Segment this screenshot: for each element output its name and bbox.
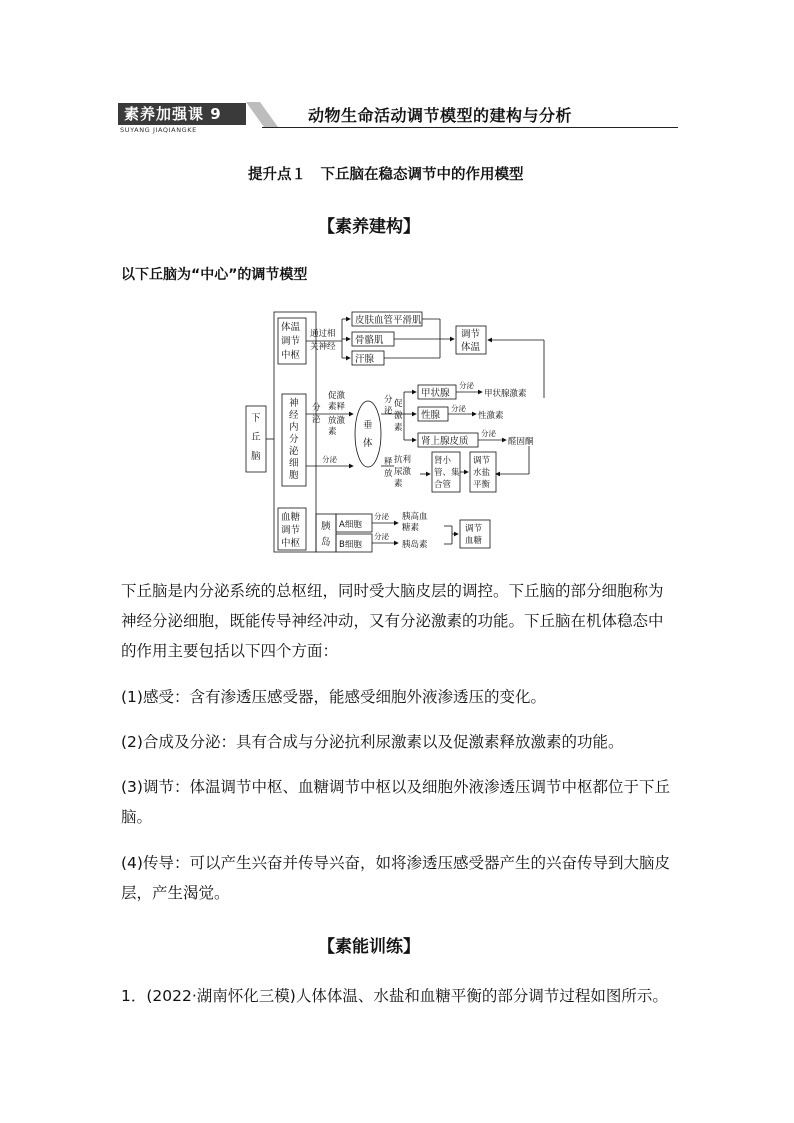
header-rule <box>262 127 678 128</box>
list-item-4: (4)传导：可以产生兴奋并传导兴奋，如将渗透压感受器产生的兴奋传导到大脑皮层，产生渴觉。 <box>121 854 670 902</box>
hypothalamus-model-diagram <box>244 306 564 558</box>
neuro-cells-5: 泌 <box>289 446 299 457</box>
secrete-water: 分泌 <box>322 455 337 464</box>
temp-center-1: 体温 <box>281 322 301 333</box>
regulate-water-3: 平衡 <box>473 480 491 490</box>
page-title: 动物生命活动调节模型的建构与分析 <box>308 106 573 125</box>
neuro-cells-3: 内 <box>289 422 299 433</box>
via-nerves-2: 关神经 <box>310 342 336 352</box>
releasing-hormone-4: 素 <box>328 427 337 437</box>
releasing-hormone-3: 放激 <box>328 416 346 426</box>
secrete-v2-1: 分 <box>384 395 393 405</box>
renal-tubule-2: 管、集 <box>434 468 460 478</box>
pancreas-1: 胰 <box>321 521 331 532</box>
adh-1: 抗利 <box>394 455 412 465</box>
skin-muscle-label: 皮肤血管平滑肌 <box>355 315 422 326</box>
glucagon-1: 胰高血 <box>402 512 428 522</box>
secrete-v-1: 分 <box>312 403 321 413</box>
tropic-hormone-2: 激 <box>394 411 403 421</box>
neuro-cells-4: 分 <box>289 434 299 445</box>
sex-hormone-label: 性激素 <box>478 411 504 421</box>
neuro-cells-1: 神 <box>289 398 299 409</box>
sugar-center-3: 中枢 <box>281 538 301 549</box>
list-item-3: (3)调节：体温调节中枢、血糖调节中枢以及细胞外液渗透压调节中枢都位于下丘脑。 <box>121 778 670 826</box>
list-item-1: (1)感受：含有渗透压感受器，能感受细胞外液渗透压的变化。 <box>121 688 546 706</box>
via-nerves-1: 通过相 <box>310 329 336 339</box>
neuro-cells-6: 细 <box>289 458 299 469</box>
tropic-hormone-3: 素 <box>394 423 403 433</box>
releasing-hormone-1: 促激 <box>328 391 346 401</box>
neuro-cells-2: 经 <box>289 410 299 421</box>
renal-tubule-3: 合管 <box>434 480 452 490</box>
pancreas-2: 岛 <box>321 537 331 548</box>
hypothalamus-char-1: 下 <box>251 413 261 424</box>
pituitary-ellipse <box>355 401 381 467</box>
sweat-gland-label: 汗腺 <box>355 354 375 365</box>
glucagon-2: 糖素 <box>402 523 420 533</box>
regulate-water-2: 水盐 <box>473 468 491 478</box>
secrete-adrenal: 分泌 <box>481 429 496 438</box>
release-v-1: 释 <box>384 457 393 467</box>
regulate-temp-1: 调节 <box>461 329 481 340</box>
regulate-temp-2: 体温 <box>461 342 481 353</box>
secrete-gonad: 分泌 <box>451 404 466 413</box>
aldosterone-label: 醛固酮 <box>508 437 534 447</box>
section-title-training: 【素能训练】 <box>318 937 420 957</box>
secrete-thyroid: 分泌 <box>459 381 474 390</box>
pituitary-1: 垂 <box>363 420 373 431</box>
renal-tubule-1: 肾小 <box>434 456 452 466</box>
list-item-2: (2)合成及分泌：具有合成与分泌抗利尿激素以及促激素释放激素的功能。 <box>121 733 624 751</box>
insulin-label: 胰岛素 <box>402 540 428 550</box>
sugar-center-1: 血糖 <box>281 512 301 523</box>
regulate-sugar-1: 调节 <box>465 524 483 534</box>
section-title-construct: 【素养建构】 <box>318 217 420 237</box>
releasing-hormone-2: 素释 <box>328 402 346 412</box>
secrete-v-2: 泌 <box>312 415 321 425</box>
temp-center-2: 调节 <box>281 336 301 347</box>
temp-center-3: 中枢 <box>281 350 301 361</box>
course-tag-pinyin: SUYANG JIAQIANGKE <box>120 126 197 134</box>
secrete-b: 分泌 <box>374 532 389 541</box>
skeletal-muscle-label: 骨骼肌 <box>355 335 384 346</box>
tropic-hormone-1: 促 <box>394 399 403 409</box>
neuro-cells-7: 胞 <box>289 470 299 481</box>
secrete-v2-2: 泌 <box>384 406 393 416</box>
release-v-2: 放 <box>384 469 393 479</box>
regulate-water-1: 调节 <box>473 456 491 466</box>
gonad-label: 性腺 <box>421 410 441 421</box>
b-cell-label: B细胞 <box>339 540 362 550</box>
adh-2: 尿激 <box>394 467 412 477</box>
intro-paragraph: 下丘脑是内分泌系统的总枢纽，同时受大脑皮层的调控。下丘脑的部分细胞称为神经分泌细胞，既能传导神经冲动，又有分泌激素的功能。下丘脑在机体稳态中的作用主要包括以下四个方面： <box>121 582 664 660</box>
adrenal-cortex-label: 肾上腺皮质 <box>421 436 469 447</box>
thyroid-label: 甲状腺 <box>421 388 450 399</box>
regulate-sugar-2: 血糖 <box>465 536 483 546</box>
course-tag: 素养加强课 9 <box>118 103 246 125</box>
thyroid-hormone-label: 甲状腺激素 <box>484 389 527 399</box>
secrete-a: 分泌 <box>374 512 389 521</box>
hypothalamus-char-3: 脑 <box>251 451 261 462</box>
point-title: 提升点１ 下丘脑在稳态调节中的作用模型 <box>248 167 524 183</box>
adh-3: 素 <box>394 479 403 489</box>
model-heading: 以下丘脑为“中心”的调节模型 <box>121 267 308 283</box>
hypothalamus-char-2: 丘 <box>251 432 261 443</box>
a-cell-label: A细胞 <box>339 520 362 530</box>
sugar-center-2: 调节 <box>281 525 301 536</box>
question-1: 1．(2022·湖南怀化三模)人体体温、水盐和血糖平衡的部分调节过程如图所示。 <box>121 987 668 1005</box>
pituitary-2: 体 <box>363 438 373 449</box>
